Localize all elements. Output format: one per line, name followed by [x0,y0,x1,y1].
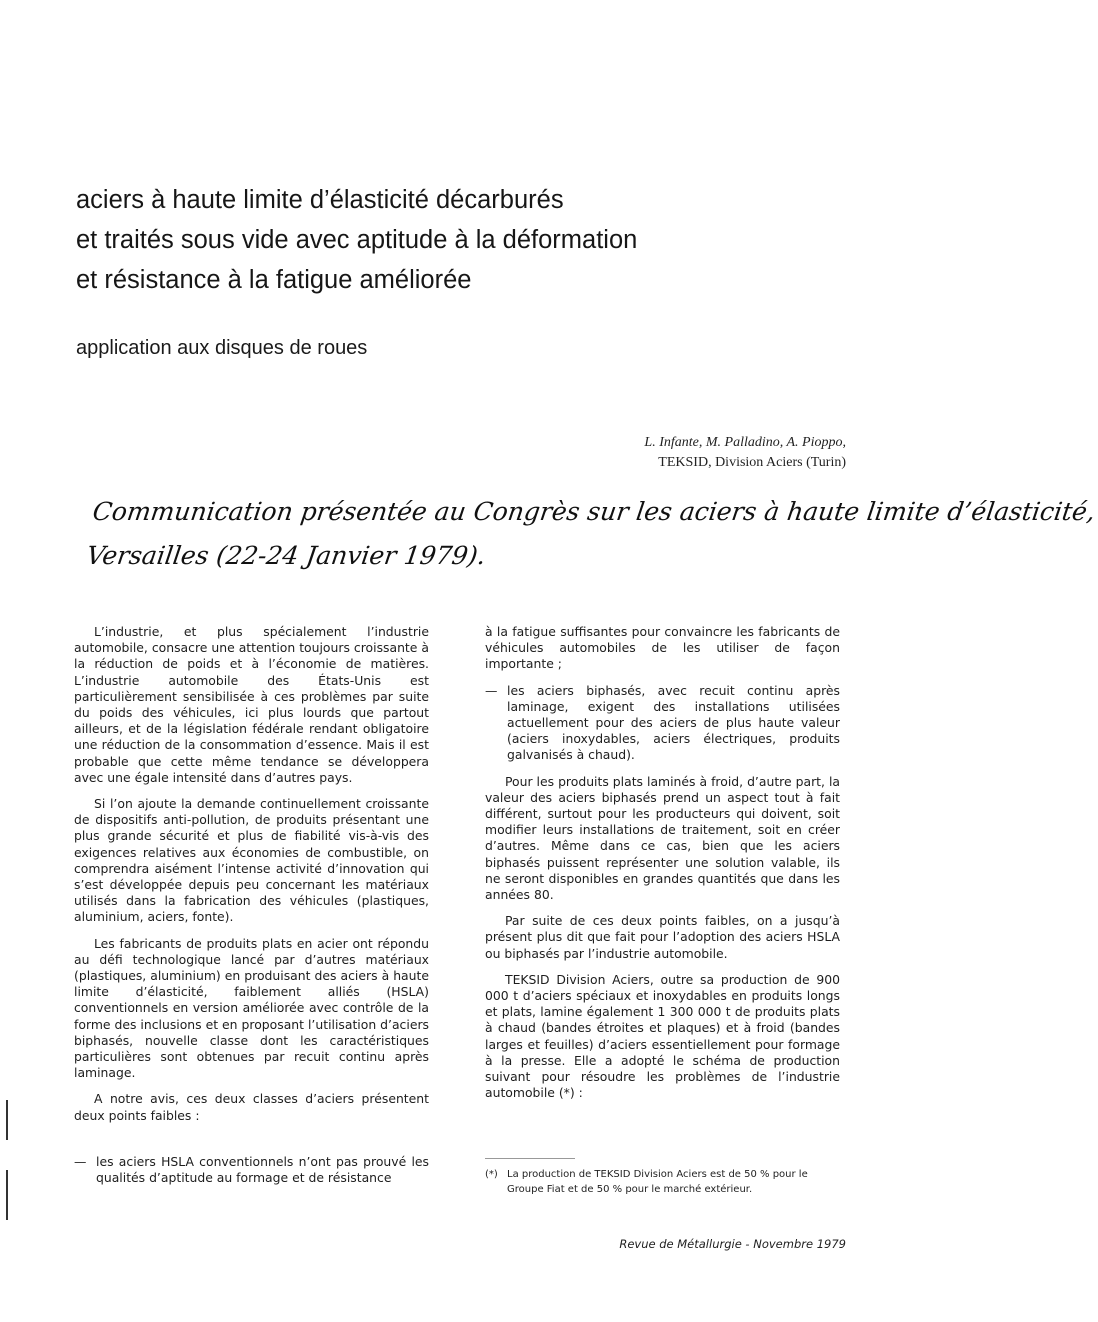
author-affiliation: TEKSID, Division Aciers (Turin) [658,455,846,470]
right-column [485,624,840,1111]
title-line: et traités sous vide avec aptitude à la déformation [76,226,638,254]
body-paragraph: Pour les produits plats laminés à froid, d’autre part, la valeur des aciers biphasés prend un aspect tout à fait différent, surtout pour les producteurs qui doivent, soit modifier leurs installations de traitement, soit en créer d’autres. Même dans ce cas, bien que les aciers biphasés puissent représenter une solution valable, ils ne seront disponibles en grandes quantités que dans les années 80. [485,773,840,903]
handwritten-line: Versailles (22-24 Janvier 1979). [84,541,488,570]
title-line: aciers à haute limite d’élasticité décarburés [76,186,564,214]
footnote-text: La production de TEKSID Division Aciers est de 50 % pour le Groupe Fiat et de 50 % pour le marché extérieur. [507,1169,808,1195]
dash-list-item [485,683,840,764]
body-paragraph: Par suite de ces deux points faibles, on a jusqu’à présent plus dit que fait pour l’adoption des aciers HSLA ou biphasés par l’industrie automobile. [485,913,840,961]
body-paragraph: Les fabricants de produits plats en acier ont répondu au défi technologique lancé par d’autres matériaux (plastiques, aluminium) en produisant des aciers à haute limite d’élasticité, faiblement alliés (HSLA) conventionnels en version améliorée avec contrôle de la forme des inclusions et en proposant l’utilisation d’aciers biphasés, nouvelle classe dont les caractéristiques particulières sont obtenues par recuit continu après laminage. [74,935,429,1081]
body-paragraph: Si l’on ajoute la demande continuellement croissante de dispositifs anti-pollution, de produits présentant une plus grande sécurité et plus de fiabilité vis-à-vis des exigences relatives aux économies de combustible, on comprendra aisément l’intense activité d’innovation qui s’est développée depuis peu concernant les matériaux utilisés dans la fabrication des véhicules (plastiques, aluminium, aciers, fonte). [74,796,429,925]
body-paragraph: A notre avis, ces deux classes d’aciers présentent deux points faibles : [74,1091,429,1123]
dash-mark: — [74,1154,87,1169]
body-paragraph: TEKSID Division Aciers, outre sa production de 900 000 t d’aciers spéciaux et inoxydables en produits longs et plats, lamine également 1 300 000 t de produits plats à chaud (bandes étroites et plaques) et à froid (bandes larges et feuilles) d’aciers essentiellement pour formage à la presse. Elle a adopté le schéma de production suivant pour résoudre les problèmes de l’industrie automobile (*) : [485,971,840,1101]
scan-edge-mark [6,1100,8,1140]
handwritten-annotation [84,490,1098,578]
footnote [485,1167,845,1197]
journal-footer: Revue de Métallurgie - Novembre 1979 [619,1237,846,1251]
title-line: et résistance à la fatigue améliorée [76,266,472,294]
dash-list-item [74,1154,429,1186]
dash-mark: — [485,682,498,698]
author-block [644,433,846,473]
article-subtitle: application aux disques de roues [76,337,368,359]
author-names: L. Infante, M. Palladino, A. Pioppo, [644,435,846,450]
continued-paragraph: à la fatigue suffisantes pour convaincre les fabricants de véhicules automobiles de les utiliser de façon importante ; [485,624,840,672]
scan-edge-mark [6,1170,8,1220]
article-title [76,180,836,300]
dash-item-text: les aciers HSLA conventionnels n’ont pas prouvé les qualités d’aptitude au formage et de résistance [96,1154,429,1186]
left-column [74,624,429,1186]
footnote-divider [485,1158,575,1159]
handwritten-line: Communication présentée au Congrès sur les aciers à haute limite d’élasticité, [90,497,1098,526]
footnote-mark: (*) [485,1169,498,1180]
body-paragraph: L’industrie, et plus spécialement l’industrie automobile, consacre une attention toujours croissante à la réduction de poids et à l’économie de matières. L’industrie automobile des États-Unis est particulièrement sensibilisée à ces problèmes par suite du poids des véhicules, ici plus lourds que partout ailleurs, et de la législation fédérale rendant obligatoire une réduction de la consommation d’essence. Mais il est probable que cette même tendance se développera avec une égale intensité dans d’autres pays. [74,624,429,785]
dash-item-text: les aciers biphasés, avec recuit continu après laminage, exigent des installations utilisées actuellement pour des aciers de plus haute valeur (aciers inoxydables, aciers électriques, produits galvanisés à chaud). [507,682,840,763]
